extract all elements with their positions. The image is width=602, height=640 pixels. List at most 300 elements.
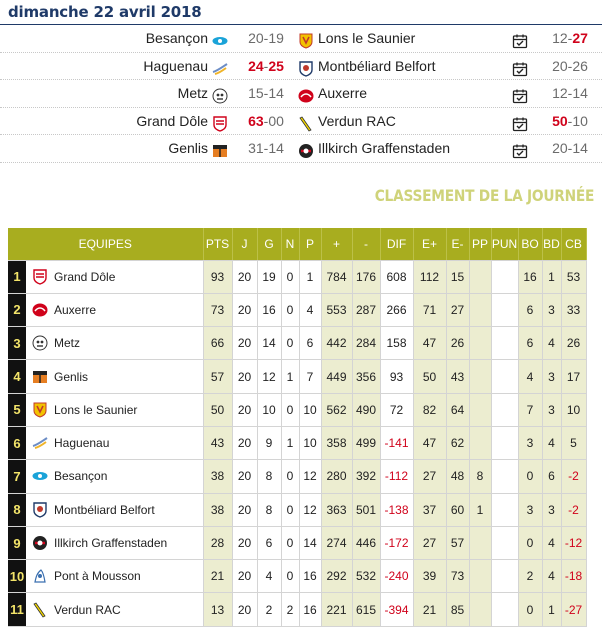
stat-minus: 532 (352, 560, 380, 593)
match-score (244, 53, 288, 81)
team-cell (26, 493, 203, 526)
stat-pts: 38 (203, 493, 232, 526)
stat-cb: -2 (561, 460, 586, 493)
stat-plus: 553 (321, 293, 352, 326)
team-name: Verdun RAC (54, 602, 121, 617)
stat-eminus: 73 (446, 560, 469, 593)
team-cell (26, 526, 203, 559)
stat-bd: 3 (542, 360, 561, 393)
stat-bo: 16 (518, 260, 542, 293)
stat-eminus: 15 (446, 260, 469, 293)
team-cell (26, 360, 203, 393)
team-cell (26, 327, 203, 360)
second-home-score: 20 (552, 140, 568, 156)
stat-n: 0 (281, 460, 299, 493)
stat-n: 0 (281, 327, 299, 360)
stat-g: 9 (257, 426, 281, 459)
away-score: 14 (268, 140, 284, 156)
stat-eplus: 21 (413, 593, 446, 626)
match-row (0, 80, 602, 108)
team-name: Grand Dôle (54, 269, 116, 284)
stat-dif: -394 (380, 593, 413, 626)
stat-j: 20 (232, 360, 257, 393)
stat-pts: 73 (203, 293, 232, 326)
stat-dif: -141 (380, 426, 413, 459)
rank-cell: 11 (8, 593, 26, 626)
column-header: BO (518, 228, 542, 260)
score-separator: - (567, 57, 573, 74)
column-header: N (281, 228, 299, 260)
stat-g: 10 (257, 393, 281, 426)
stat-plus: 292 (321, 560, 352, 593)
illkirch-logo (32, 535, 48, 551)
rank-cell: 6 (8, 426, 26, 459)
score-separator: - (567, 85, 573, 101)
stat-eplus: 37 (413, 493, 446, 526)
haguenau-logo (32, 435, 48, 451)
verdun-logo (298, 114, 314, 130)
stat-bo: 2 (518, 560, 542, 593)
score-separator: - (263, 57, 269, 74)
stat-g: 4 (257, 560, 281, 593)
stat-g: 2 (257, 593, 281, 626)
calendar-check-icon (512, 141, 528, 157)
section-title: CLASSEMENT DE LA JOURNÉE (374, 186, 594, 205)
second-score (550, 135, 590, 163)
stat-n: 0 (281, 260, 299, 293)
stat-pun (491, 526, 518, 559)
team-name: Illkirch Graffenstaden (54, 536, 168, 551)
score-separator: - (263, 30, 269, 46)
stat-minus: 176 (352, 260, 380, 293)
stat-pun (491, 293, 518, 326)
rank-cell: 3 (8, 327, 26, 360)
away-team-name: Lons le Saunier (318, 30, 416, 46)
stat-n: 1 (281, 360, 299, 393)
table-row (8, 360, 586, 393)
stat-p: 16 (299, 593, 321, 626)
stat-bo: 3 (518, 426, 542, 459)
home-team-name: Genlis (168, 140, 208, 156)
table-row (8, 593, 586, 626)
stat-pts: 66 (203, 327, 232, 360)
second-home-score: 50 (552, 112, 568, 129)
table-row (8, 426, 586, 459)
column-header: P (299, 228, 321, 260)
stat-j: 20 (232, 426, 257, 459)
stat-cb: -27 (561, 593, 586, 626)
stat-pp (469, 526, 491, 559)
home-score: 63 (248, 112, 264, 129)
stat-eminus: 57 (446, 526, 469, 559)
lons-logo (298, 31, 314, 47)
team-cell (26, 426, 203, 459)
column-header: - (352, 228, 380, 260)
stat-minus: 446 (352, 526, 380, 559)
match-row (0, 25, 602, 53)
stat-pp (469, 593, 491, 626)
table-row (8, 560, 586, 593)
stat-n: 0 (281, 526, 299, 559)
column-header: E+ (413, 228, 446, 260)
stat-pp (469, 426, 491, 459)
stat-eminus: 43 (446, 360, 469, 393)
match-row (0, 135, 602, 163)
stat-plus: 562 (321, 393, 352, 426)
away-team-name: Illkirch Graffenstaden (318, 140, 451, 156)
stat-bo: 0 (518, 460, 542, 493)
second-away-score: 26 (572, 57, 588, 74)
home-score: 24 (248, 57, 264, 74)
stat-pts: 28 (203, 526, 232, 559)
stat-pts: 13 (203, 593, 232, 626)
column-header: PP (469, 228, 491, 260)
stat-cb: 17 (561, 360, 586, 393)
team-name: Montbéliard Belfort (54, 502, 155, 517)
stat-pts: 38 (203, 460, 232, 493)
stat-bo: 6 (518, 293, 542, 326)
rank-cell: 2 (8, 293, 26, 326)
stat-pts: 43 (203, 426, 232, 459)
stat-bo: 0 (518, 526, 542, 559)
stat-plus: 280 (321, 460, 352, 493)
stat-plus: 363 (321, 493, 352, 526)
montbeliard-logo (298, 59, 314, 75)
stat-p: 10 (299, 426, 321, 459)
auxerre-logo (298, 86, 314, 102)
stat-j: 20 (232, 593, 257, 626)
stat-g: 8 (257, 460, 281, 493)
stat-pp: 8 (469, 460, 491, 493)
stat-cb: 33 (561, 293, 586, 326)
stat-eplus: 27 (413, 460, 446, 493)
team-name: Metz (54, 336, 81, 351)
stat-eplus: 27 (413, 526, 446, 559)
stat-j: 20 (232, 260, 257, 293)
column-header: DIF (380, 228, 413, 260)
table-row (8, 293, 586, 326)
auxerre-logo (32, 302, 48, 318)
rank-cell: 8 (8, 493, 26, 526)
stat-dif: 72 (380, 393, 413, 426)
stat-p: 4 (299, 293, 321, 326)
stat-bo: 7 (518, 393, 542, 426)
calendar-check-icon (512, 31, 528, 47)
column-header: EQUIPES (8, 228, 203, 260)
stat-p: 14 (299, 526, 321, 559)
stat-plus: 449 (321, 360, 352, 393)
column-header: BD (542, 228, 561, 260)
home-score: 20 (248, 30, 264, 46)
score-separator: - (567, 140, 573, 156)
score-separator: - (263, 85, 269, 101)
besancon-logo (212, 31, 228, 47)
column-header: E- (446, 228, 469, 260)
lons-logo (32, 402, 48, 418)
stat-minus: 501 (352, 493, 380, 526)
column-header: G (257, 228, 281, 260)
stat-g: 6 (257, 526, 281, 559)
second-score (550, 80, 590, 108)
stat-minus: 499 (352, 426, 380, 459)
calendar-check-icon (512, 86, 528, 102)
stat-g: 16 (257, 293, 281, 326)
stat-pun (491, 560, 518, 593)
stat-p: 12 (299, 460, 321, 493)
date-title: dimanche 22 avril 2018 (8, 3, 202, 21)
team-cell (26, 260, 203, 293)
home-team-name: Besançon (145, 30, 208, 46)
metz-logo (212, 86, 228, 102)
stat-plus: 784 (321, 260, 352, 293)
stat-bd: 4 (542, 426, 561, 459)
stat-p: 1 (299, 260, 321, 293)
stat-pun (491, 393, 518, 426)
table-header-row (8, 228, 586, 260)
stat-plus: 274 (321, 526, 352, 559)
stat-eplus: 112 (413, 260, 446, 293)
stat-pts: 57 (203, 360, 232, 393)
stat-minus: 392 (352, 460, 380, 493)
second-score (550, 53, 590, 81)
stat-eminus: 64 (446, 393, 469, 426)
stat-pp (469, 327, 491, 360)
home-score: 15 (248, 85, 264, 101)
grand-dole-logo (32, 269, 48, 285)
home-score: 31 (248, 140, 264, 156)
stat-cb: -18 (561, 560, 586, 593)
stat-eplus: 82 (413, 393, 446, 426)
stat-plus: 221 (321, 593, 352, 626)
home-team-name: Metz (177, 85, 208, 101)
team-name: Haguenau (54, 436, 110, 451)
stat-dif: -240 (380, 560, 413, 593)
table-row (8, 260, 586, 293)
second-home-score: 12 (552, 85, 568, 101)
stat-g: 14 (257, 327, 281, 360)
metz-logo (32, 335, 48, 351)
stat-minus: 284 (352, 327, 380, 360)
stat-n: 0 (281, 560, 299, 593)
stat-pts: 50 (203, 393, 232, 426)
stat-p: 6 (299, 327, 321, 360)
genlis-logo (212, 141, 228, 157)
stat-pun (491, 360, 518, 393)
montbeliard-logo (32, 502, 48, 518)
column-header: + (321, 228, 352, 260)
second-away-score: 14 (572, 140, 588, 156)
stat-pts: 21 (203, 560, 232, 593)
stat-pun (491, 426, 518, 459)
stat-cb: 5 (561, 426, 586, 459)
stat-n: 1 (281, 426, 299, 459)
table-row (8, 327, 586, 360)
stat-dif: -112 (380, 460, 413, 493)
stat-bo: 4 (518, 360, 542, 393)
stat-j: 20 (232, 393, 257, 426)
away-score: 25 (268, 57, 284, 74)
stat-g: 19 (257, 260, 281, 293)
home-team-name: Grand Dôle (136, 112, 208, 129)
stat-pp (469, 560, 491, 593)
stat-plus: 442 (321, 327, 352, 360)
stat-eminus: 60 (446, 493, 469, 526)
score-separator: - (567, 30, 573, 46)
match-score (244, 25, 288, 53)
match-score (244, 135, 288, 163)
stat-eminus: 27 (446, 293, 469, 326)
second-away-score: 27 (572, 30, 588, 46)
away-score: 00 (268, 112, 284, 129)
stat-j: 20 (232, 293, 257, 326)
stat-p: 7 (299, 360, 321, 393)
stat-j: 20 (232, 327, 257, 360)
stat-bd: 3 (542, 393, 561, 426)
stat-p: 12 (299, 493, 321, 526)
stat-pp: 1 (469, 493, 491, 526)
stat-dif: -172 (380, 526, 413, 559)
score-separator: - (567, 112, 573, 129)
stat-j: 20 (232, 460, 257, 493)
stat-minus: 356 (352, 360, 380, 393)
stat-eplus: 71 (413, 293, 446, 326)
stat-cb: 53 (561, 260, 586, 293)
rank-cell: 5 (8, 393, 26, 426)
table-row (8, 393, 586, 426)
verdun-logo (32, 602, 48, 618)
table-row (8, 493, 586, 526)
match-results (0, 25, 602, 163)
stat-bo: 3 (518, 493, 542, 526)
stat-minus: 615 (352, 593, 380, 626)
stat-n: 0 (281, 393, 299, 426)
stat-cb: -12 (561, 526, 586, 559)
rank-cell: 4 (8, 360, 26, 393)
besancon-logo (32, 468, 48, 484)
stat-pp (469, 393, 491, 426)
team-cell (26, 293, 203, 326)
pont-a-mousson-logo (32, 568, 48, 584)
stat-eplus: 39 (413, 560, 446, 593)
stat-eminus: 48 (446, 460, 469, 493)
standings-table (8, 228, 587, 627)
away-score: 19 (268, 30, 284, 46)
stat-pp (469, 260, 491, 293)
team-cell (26, 460, 203, 493)
stat-pun (491, 593, 518, 626)
stat-bo: 0 (518, 593, 542, 626)
second-away-score: 10 (572, 112, 588, 129)
stat-plus: 358 (321, 426, 352, 459)
stat-j: 20 (232, 560, 257, 593)
stat-eminus: 62 (446, 426, 469, 459)
stat-bd: 6 (542, 460, 561, 493)
stat-eplus: 50 (413, 360, 446, 393)
team-name: Genlis (54, 369, 89, 384)
second-home-score: 12 (552, 30, 568, 46)
away-team-name: Verdun RAC (318, 112, 396, 129)
second-away-score: 14 (572, 85, 588, 101)
stat-pun (491, 460, 518, 493)
table-row (8, 460, 586, 493)
stat-eminus: 26 (446, 327, 469, 360)
team-name: Auxerre (54, 302, 97, 317)
stat-cb: 10 (561, 393, 586, 426)
stat-j: 20 (232, 493, 257, 526)
haguenau-logo (212, 59, 228, 75)
stat-n: 0 (281, 493, 299, 526)
score-separator: - (263, 112, 269, 129)
stat-bd: 4 (542, 526, 561, 559)
second-score (550, 108, 590, 136)
team-cell (26, 593, 203, 626)
away-team-name: Auxerre (318, 85, 368, 101)
stat-dif: 608 (380, 260, 413, 293)
stat-cb: -2 (561, 493, 586, 526)
stat-eplus: 47 (413, 426, 446, 459)
away-score: 14 (268, 85, 284, 101)
stat-pts: 93 (203, 260, 232, 293)
stat-dif: -138 (380, 493, 413, 526)
stat-eplus: 47 (413, 327, 446, 360)
stat-dif: 93 (380, 360, 413, 393)
grand-dole-logo (212, 114, 228, 130)
illkirch-logo (298, 141, 314, 157)
stat-bd: 1 (542, 593, 561, 626)
stat-eminus: 85 (446, 593, 469, 626)
team-cell (26, 393, 203, 426)
stat-minus: 490 (352, 393, 380, 426)
stat-pp (469, 293, 491, 326)
stat-p: 10 (299, 393, 321, 426)
stat-cb: 26 (561, 327, 586, 360)
stat-dif: 266 (380, 293, 413, 326)
calendar-check-icon (512, 114, 528, 130)
stat-pun (491, 327, 518, 360)
column-header: CB (561, 228, 586, 260)
match-row (0, 108, 602, 136)
stat-n: 0 (281, 293, 299, 326)
stat-pun (491, 493, 518, 526)
column-header: PTS (203, 228, 232, 260)
stat-minus: 287 (352, 293, 380, 326)
team-name: Lons le Saunier (54, 402, 138, 417)
rank-cell: 7 (8, 460, 26, 493)
stat-bo: 6 (518, 327, 542, 360)
stat-p: 16 (299, 560, 321, 593)
match-score (244, 80, 288, 108)
stat-dif: 158 (380, 327, 413, 360)
column-header: J (232, 228, 257, 260)
score-separator: - (263, 140, 269, 156)
rank-cell: 10 (8, 560, 26, 593)
genlis-logo (32, 369, 48, 385)
stat-n: 2 (281, 593, 299, 626)
stat-pun (491, 260, 518, 293)
calendar-check-icon (512, 59, 528, 75)
second-home-score: 20 (552, 57, 568, 74)
stat-pp (469, 360, 491, 393)
team-cell (26, 560, 203, 593)
stat-g: 8 (257, 493, 281, 526)
team-name: Besançon (54, 469, 108, 484)
rank-cell: 1 (8, 260, 26, 293)
match-score (244, 108, 288, 136)
stat-bd: 4 (542, 560, 561, 593)
table-row (8, 526, 586, 559)
rank-cell: 9 (8, 526, 26, 559)
stat-bd: 3 (542, 493, 561, 526)
